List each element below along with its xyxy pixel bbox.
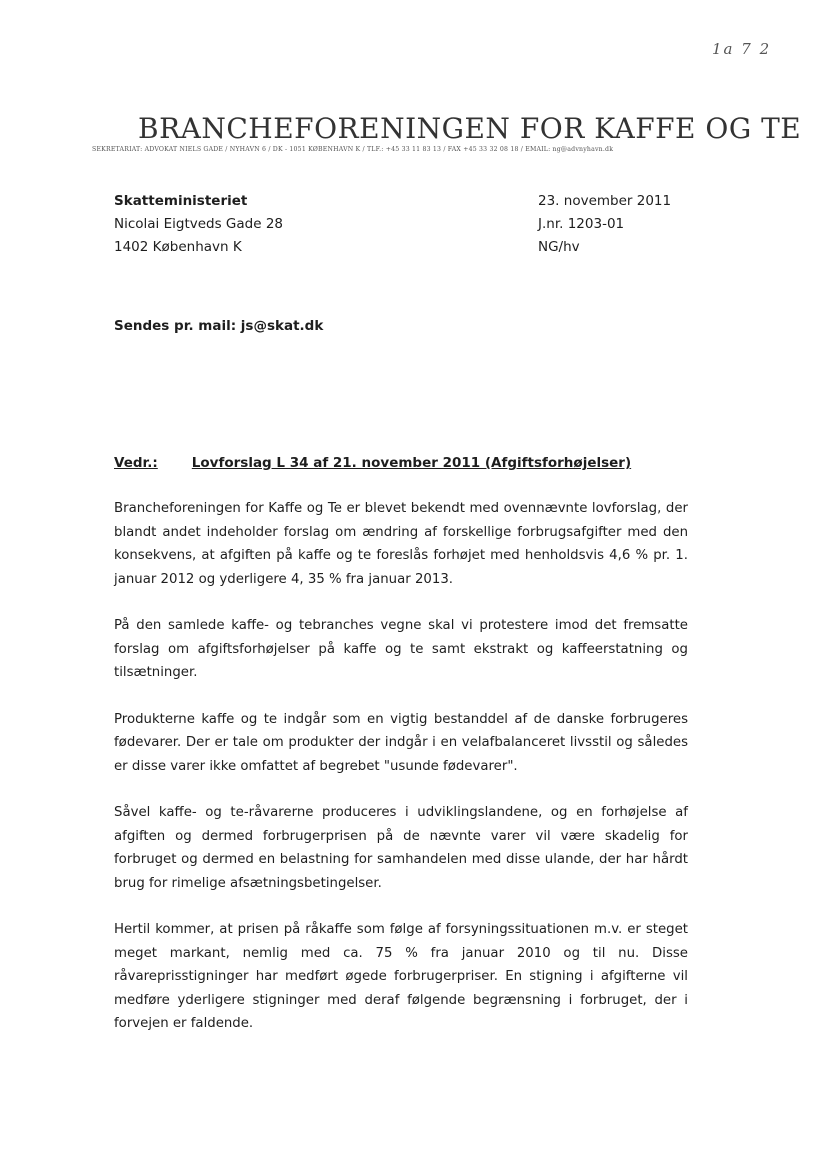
body-paragraph: Hertil kommer, at prisen på råkaffe som følge af forsyningssituationen m.v. er steget meget markant, nemlig med ca. 75 % fra januar 2010 og til nu. Disse råvareprisstigninger har medført øgede forbrugerpriser. En stigning i afgifterne vil medføre yderligere stigninger med deraf følgende begrænsning i forbruget, der i forvejen er faldende. <box>114 922 688 1031</box>
send-by-mail-line: Sendes pr. mail: js@skat.dk <box>114 318 324 334</box>
letterhead-address: SEKRETARIAT: ADVOKAT NIELS GADE / NYHAVN 6 / DK - 1051 KØBENHAVN K / TLF.: +45 33 11 83 13 / FAX +45 33 32 08 18 / EMAIL: ng@advnyhavn.dk <box>92 146 614 153</box>
subject-text: Lovforslag L 34 af 21. november 2011 (Afgiftsforhøjelser) <box>191 455 632 471</box>
letter-body <box>114 497 688 1059</box>
body-paragraph: Brancheforeningen for Kaffe og Te er blevet bekendt med ovennævnte lovforslag, der blandt andet indeholder forslag om ændring af forskellige forbrugsafgifter med den konsekvens, at afgiften på kaffe og te foreslås forhøjet med henholdsvis 4,6 % pr. 1. januar 2012 og yderligere 4, 35 % fra januar 2013. <box>114 501 688 587</box>
subject-line <box>114 455 631 471</box>
initials: NG/hv <box>538 239 580 255</box>
recipient-city: 1402 København K <box>114 239 242 255</box>
recipient-street: Nicolai Eigtveds Gade 28 <box>114 216 284 232</box>
letterhead-title: BRANCHEFORENINGEN FOR KAFFE OG TE <box>138 112 802 145</box>
letter-date: 23. november 2011 <box>538 193 672 209</box>
recipient-address <box>114 190 283 259</box>
letter-meta <box>538 190 671 259</box>
subject-label: Vedr.: <box>114 455 158 471</box>
body-paragraph: Såvel kaffe- og te-råvarerne produceres i udviklingslandene, og en forhøjelse af afgiften og dermed forbrugerprisen på de nævnte varer vil være skadelig for forbruget og dermed en belastning for samhandelen med disse ulande, der har hårdt brug for rimelige afsætningsbetingelser. <box>114 805 688 891</box>
recipient-name: Skatteministeriet <box>114 193 248 209</box>
handwritten-note: 1a 7 2 <box>712 40 772 58</box>
body-paragraph: Produkterne kaffe og te indgår som en vigtig bestanddel af de danske forbrugeres fødevarer. Der er tale om produkter der indgår i en velafbalanceret livsstil og således er disse varer ikke omfattet af begrebet "usunde fødevarer". <box>114 711 688 774</box>
body-paragraph: På den samlede kaffe- og tebranches vegne skal vi protestere imod det fremsatte forslag om afgiftsforhøjelser på kaffe og te samt ekstrakt og kaffeerstatning og tilsætninger. <box>114 618 688 680</box>
journal-number: J.nr. 1203-01 <box>538 216 625 232</box>
